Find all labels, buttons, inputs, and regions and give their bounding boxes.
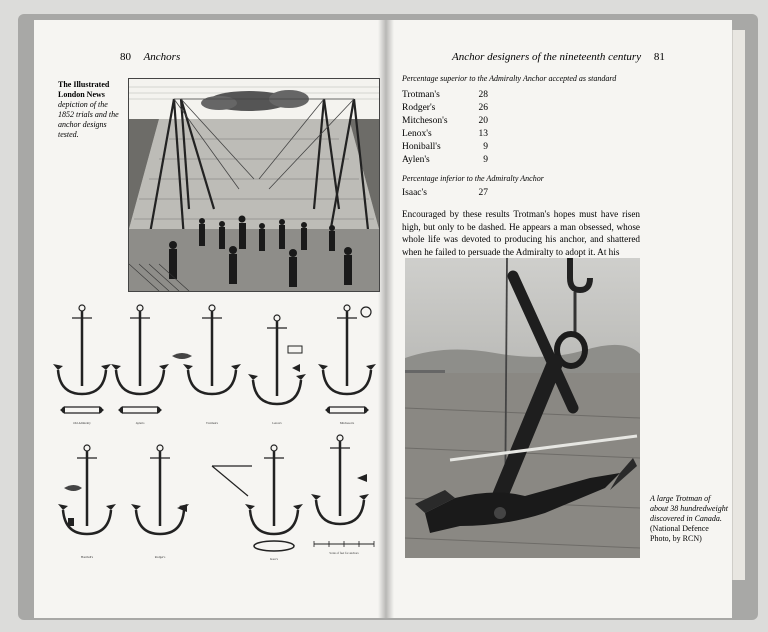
anchor-name: Lenox's	[402, 129, 432, 139]
anchor-label: Rodger's	[154, 555, 166, 559]
anchor-label: Isaac's	[270, 557, 278, 561]
left-page-number: 80	[120, 51, 131, 63]
anchor-label: Mitcheson's	[339, 421, 355, 425]
anchor-percent: 9	[483, 142, 488, 152]
anchor-label: Lenox's	[272, 421, 282, 425]
anchor-name: Honiball's	[402, 142, 441, 152]
engraving-caption	[58, 80, 124, 140]
superior-row	[402, 142, 488, 152]
right-running-title: Anchor designers of the nineteenth century	[452, 51, 642, 63]
caption-text: depiction of the 1852 trials and the anchor designs tested.	[58, 100, 119, 139]
inferior-table-title: Percentage inferior to the Admiralty Anchor	[402, 174, 544, 183]
anchor-label: Old Admiralty	[73, 421, 91, 425]
anchor-name: Aylen's	[402, 155, 430, 165]
anchor-percent: 26	[478, 103, 488, 113]
superior-row	[402, 90, 488, 100]
left-running-head	[120, 51, 180, 63]
anchor-percent: 28	[478, 90, 488, 100]
superior-row	[402, 155, 488, 165]
anchor-percent: 9	[483, 155, 488, 165]
right-page-number: 81	[653, 51, 665, 63]
right-running-head	[452, 51, 665, 63]
page-edges	[732, 30, 745, 580]
anchor-name: Isaac's	[402, 188, 427, 198]
photo-caption-text: A large Trotman of about 38 hundredweight discovered in Canada.	[650, 494, 728, 523]
scale-label: Scale of feet for anchors	[329, 551, 359, 555]
photo-credit: (National Defence Photo, by RCN)	[650, 524, 709, 543]
left-running-title: Anchors	[143, 51, 181, 63]
anchor-designs-art	[52, 296, 378, 566]
superior-table-title: Percentage superior to the Admiralty Anchor accepted as standard	[402, 74, 617, 83]
anchor-designs-plate	[52, 296, 378, 566]
anchor-percent: 20	[478, 116, 488, 126]
trotman-anchor-photo-art	[405, 258, 640, 558]
anchor-name: Rodger's	[402, 103, 436, 113]
anchor-label: Aylen's	[135, 421, 145, 425]
anchor-name: Mitcheson's	[402, 116, 448, 126]
anchor-percent: 13	[478, 129, 488, 139]
superior-row	[402, 103, 488, 113]
superior-row	[402, 116, 488, 126]
superior-row	[402, 129, 488, 139]
body-paragraph: Encouraged by these results Trotman's hopes must have risen high, but only to be dashed. He appears a man obsessed, whose whole life was devoted to producing his anchor, and shattered when he failed to persuade the Admiralty to adopt it. At his	[402, 209, 640, 257]
trials-engraving-art	[129, 79, 379, 291]
anchor-label: Honiball's	[80, 555, 94, 559]
trotman-anchor-photo	[405, 258, 640, 558]
anchor-label: Trotman's	[206, 421, 218, 425]
caption-publication: The Illustrated London News	[58, 80, 110, 99]
anchor-name: Trotman's	[402, 90, 440, 100]
book-spine	[378, 20, 394, 618]
inferior-row	[402, 188, 488, 198]
trials-engraving	[128, 78, 380, 292]
anchor-percent: 27	[478, 188, 488, 198]
photo-caption	[650, 494, 730, 544]
